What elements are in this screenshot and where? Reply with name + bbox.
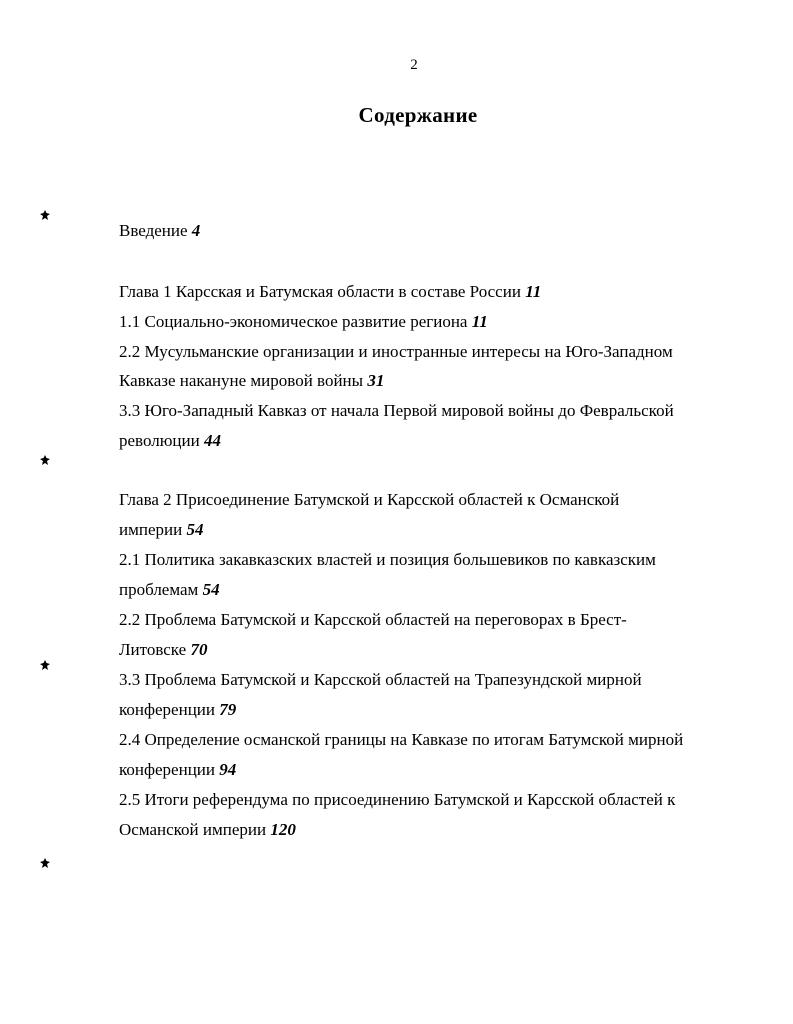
toc-entry-text: Введение	[119, 221, 192, 240]
toc-entry-text: Глава 1 Карсская и Батумская области в составе России	[119, 282, 526, 301]
toc-entry	[119, 371, 384, 391]
toc-entry-text: 3.3 Проблема Батумской и Карсской областей на Трапезундской мирной	[119, 670, 642, 689]
toc-entry-text: революции	[119, 431, 204, 450]
toc-entry	[119, 520, 203, 540]
toc-entry-text: конференции	[119, 760, 220, 779]
toc-entry-page: 54	[202, 580, 220, 599]
toc-entry	[119, 820, 296, 840]
toc-entry-text: 2.1 Политика закавказских властей и позиция большевиков по кавказским	[119, 550, 656, 569]
toc-entry	[119, 580, 220, 600]
toc-entry-page: 11	[471, 312, 488, 331]
toc-entry-text: проблемам	[119, 580, 203, 599]
toc-entry	[119, 282, 541, 302]
toc-entry-text: Глава 2 Присоединение Батумской и Карсской областей к Османской	[119, 490, 620, 509]
binding-hole-mark-icon	[40, 210, 50, 220]
toc-entry	[119, 730, 683, 750]
toc-entry-text: империи	[119, 520, 187, 539]
toc-entry	[119, 550, 656, 570]
toc-entry	[119, 221, 200, 241]
binding-hole-mark-icon	[40, 660, 50, 670]
toc-entry-text: 2.2 Проблема Батумской и Карсской областей на переговорах в Брест-	[119, 610, 627, 629]
toc-entry-page: 94	[219, 760, 237, 779]
toc-entry-page: 4	[191, 221, 201, 240]
toc-entry	[119, 431, 221, 451]
toc-entry-page: 44	[203, 431, 221, 450]
toc-entry-text: Османской империи	[119, 820, 271, 839]
toc-entry-text: Кавказе накануне мировой войны	[119, 371, 368, 390]
toc-entry	[119, 790, 675, 810]
toc-entry-page: 54	[186, 520, 204, 539]
toc-entry-text: 2.2 Мусульманские организации и иностранные интересы на Юго-Западном	[119, 342, 673, 361]
toc-entry-page: 79	[219, 700, 237, 719]
toc-entry-page: 70	[190, 640, 208, 659]
toc-entry	[119, 312, 488, 332]
toc-entry-text: 1.1 Социально-экономическое развитие региона	[119, 312, 472, 331]
toc-entry-text: 3.3 Юго-Западный Кавказ от начала Первой мировой войны до Февральской	[119, 401, 674, 420]
toc-entry	[119, 342, 673, 362]
toc-entry	[119, 640, 207, 660]
page-title: Содержание	[358, 103, 478, 127]
toc-entry-page: 31	[367, 371, 385, 390]
toc-entry	[119, 610, 627, 630]
toc-entry-page: 11	[525, 282, 542, 301]
binding-hole-mark-icon	[40, 858, 50, 868]
toc-entry-page: 120	[270, 820, 296, 839]
toc-entry	[119, 700, 236, 720]
toc-entry	[119, 490, 619, 510]
binding-hole-mark-icon	[40, 455, 50, 465]
toc-entry-text: 2.4 Определение османской границы на Кавказе по итогам Батумской мирной	[119, 730, 684, 749]
page-number: 2	[410, 57, 418, 73]
toc-entry-text: Литовске	[119, 640, 191, 659]
toc-entry-text: 2.5 Итоги референдума по присоединению Батумской и Карсской областей к	[119, 790, 676, 809]
toc-entry-text: конференции	[119, 700, 220, 719]
toc-entry	[119, 760, 236, 780]
toc-entry	[119, 401, 674, 421]
toc-entry	[119, 670, 642, 690]
